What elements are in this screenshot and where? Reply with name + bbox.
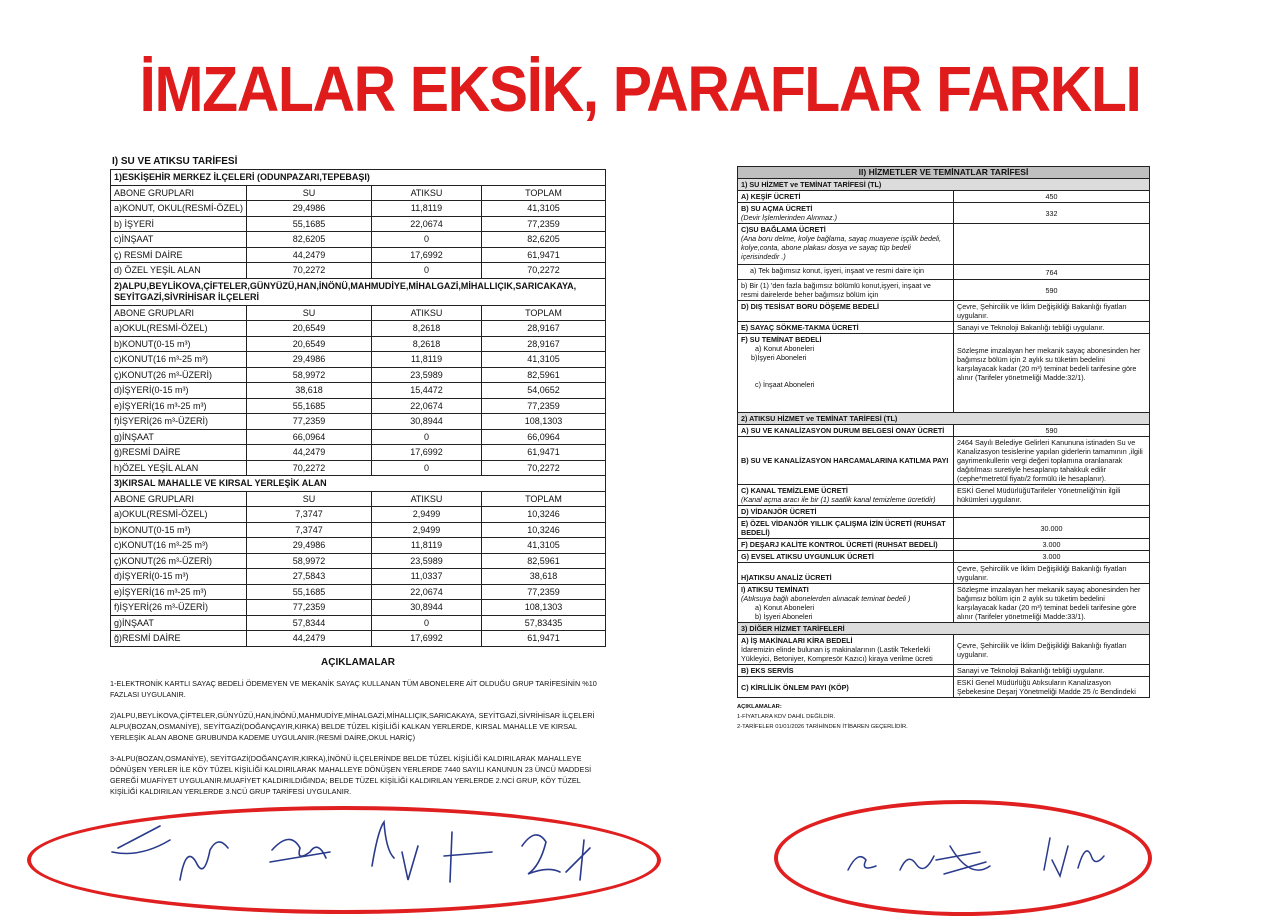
row-label: D) DIŞ TESİSAT BORU DÖŞEME BEDELİ: [738, 301, 954, 322]
tariff-value-cell: 70,2272: [482, 263, 606, 279]
tariff-value-cell: 77,2359: [482, 398, 606, 414]
row-value: 3.000: [954, 539, 1150, 551]
subscriber-group-cell: g)İNŞAAT: [111, 429, 247, 445]
tariff-value-cell: 82,6205: [247, 232, 372, 248]
row-value: Çevre, Şehircilik ve İklim Değişikliği Bakanlığı fiyatları uygulanır.: [954, 563, 1150, 584]
row-value: ESKİ Genel MüdürlüğüTarifeler Yönetmeliği'nin ilgili hükümleri uygulanır.: [954, 485, 1150, 506]
row-label: C)SU BAĞLAMA ÜCRETİ (Ana boru delme, kolye bağlama, sayaç muayene işçilik bedeli, kolye,conta, abone plakası dosya ve sayaç tüp bedeli içerisindedir .): [738, 224, 954, 265]
row-value: Sanayi ve Teknoloji Bakanlığı tebliği uygulanır.: [954, 322, 1150, 334]
tariff-value-cell: 41,3105: [482, 201, 606, 217]
note-2: 2)ALPU,BEYLİKOVA,ÇİFTELER,GÜNYÜZÜ,HAN,İNÖNÜ,MAHMUDİYE,MİHALGAZİ,MİHALLIÇIK,SARICAKAYA, SEYİTGAZİ,SİVRİHİSAR İLÇELERİ ALPU(BOZAN,OSMANİYE), SEYİTGAZİ(DOĞANÇAYIR,KIRKA) BELDE TÜZEL KİŞİLİĞİ KALKAN YERLERDE, KIRSAL MAHALLE VE KIRSAL YERLEŞİK ALAN ABONE GRUBUNDA KADEME UYGULANIR.(RESMİ DAİRE,OKUL HARİÇ): [110, 710, 595, 742]
tariff-value-cell: 10,3246: [482, 507, 606, 523]
document-title: I) SU VE ATIKSU TARİFESİ: [112, 156, 238, 167]
subscriber-group-cell: c)KONUT(16 m³-25 m³): [111, 352, 247, 368]
tariff-value-cell: 11,8119: [372, 352, 482, 368]
subscriber-group-cell: g)İNŞAAT: [111, 615, 247, 631]
tariff-value-cell: 0: [372, 615, 482, 631]
tariff-value-cell: 70,2272: [482, 460, 606, 476]
tariff-value-cell: 41,3105: [482, 538, 606, 554]
column-header: SU: [247, 305, 372, 321]
tariff-value-cell: 20,6549: [247, 336, 372, 352]
row-label: C) KANAL TEMİZLEME ÜCRETİ (Kanal açma aracı ile bir (1) saatlik kanal temizleme ücretidir): [738, 485, 954, 506]
subscriber-group-cell: d)İŞYERİ(0-15 m³): [111, 569, 247, 585]
tariff-value-cell: 8,2618: [372, 336, 482, 352]
row-value: Sözleşme imzalayan her mekanik sayaç abonesinden her bağımsız bölüm için 2 aylık su tüketim bedelini karşılayacak kadar (20 m³) teminat bedeli tarifesine göre alınır (Tarifeler yönetmeliği Madde:33/1).: [954, 584, 1150, 623]
tariff-value-cell: 82,5961: [482, 553, 606, 569]
row-label: b) Bir (1) 'den fazla bağımsız bölümlü konut,işyeri, inşaat ve resmi dairelerde beher bağımsız bölüm için: [738, 280, 954, 301]
tariff-value-cell: 11,8119: [372, 538, 482, 554]
tariff-value-cell: 82,6205: [482, 232, 606, 248]
row-label: B) EKS SERVİS: [738, 665, 954, 677]
tariff-value-cell: 30,8944: [372, 600, 482, 616]
subscriber-group-cell: e)İŞYERİ(16 m³-25 m³): [111, 398, 247, 414]
section-title: 2)ALPU,BEYLİKOVA,ÇİFTELER,GÜNYÜZÜ,HAN,İNÖNÜ,MAHMUDİYE,MİHALGAZİ,MİHALLIÇIK,SARICAKAYA, SEYİTGAZİ,SİVRİHİSAR İLÇELERİ: [111, 278, 606, 305]
subscriber-group-cell: ç)KONUT(26 m³-ÜZERİ): [111, 553, 247, 569]
column-header: ABONE GRUPLARI: [111, 491, 247, 507]
tariff-value-cell: 70,2272: [247, 263, 372, 279]
tariff-value-cell: 108,1303: [482, 600, 606, 616]
column-header: TOPLAM: [482, 305, 606, 321]
footnote-2: 2-TARİFELER 01/01/2026 TARİHİNDEN İTİBAREN GEÇERLİDİR.: [737, 724, 908, 730]
row-label: A) SU VE KANALİZASYON DURUM BELGESİ ONAY ÜCRETİ: [738, 425, 954, 437]
tariff-value-cell: 77,2359: [482, 584, 606, 600]
subscriber-group-cell: b)KONUT(0-15 m³): [111, 522, 247, 538]
column-header: ATIKSU: [372, 305, 482, 321]
headline: İMZALAR EKSİK, PARAFLAR FARKLI: [139, 53, 1141, 125]
column-header: ATIKSU: [372, 491, 482, 507]
tariff-value-cell: 66,0964: [482, 429, 606, 445]
tariff-value-cell: 61,9471: [482, 247, 606, 263]
row-label: F) DEŞARJ KALİTE KONTROL ÜCRETİ (RUHSAT BEDELİ): [738, 539, 954, 551]
row-value: 2464 Sayılı Belediye Gelirleri Kanununa istinaden Su ve Kanalizasyon tesislerine yapılan giderlerin tamamının ,ilgili gayrimenkullerin vergi değeri toplamına oranlanarak dağıtılması suretiyle hesaplanıp tahakkuk edilir (cephe*metretül fiyatı/2 formülü ile hesaplanır).: [954, 437, 1150, 485]
row-label: D) VİDANJÖR ÜCRETİ: [738, 506, 954, 518]
row-value: Sanayi ve Teknoloji Bakanlığı tebliği uygulanır.: [954, 665, 1150, 677]
tariff-value-cell: 57,8344: [247, 615, 372, 631]
section-title: 1)ESKİŞEHİR MERKEZ İLÇELERİ (ODUNPAZARI,TEPEBAŞI): [111, 170, 606, 186]
red-ellipse-left: [27, 806, 661, 914]
tariff-value-cell: 44,2479: [247, 247, 372, 263]
row-label: I) ATIKSU TEMİNATI (Atıksuya bağlı abonelerden alınacak teminat bedeli ) a) Konut Aboneleri b) İşyeri Aboneleri: [738, 584, 954, 623]
tariff-value-cell: 82,5961: [482, 367, 606, 383]
tariff-value-cell: 8,2618: [372, 321, 482, 337]
column-header: TOPLAM: [482, 491, 606, 507]
tariff-value-cell: 0: [372, 429, 482, 445]
section-other: 3) DİĞER HİZMET TARİFELERİ: [738, 623, 1150, 635]
row-label: E) ÖZEL VİDANJÖR YILLIK ÇALIŞMA İZİN ÜCRETİ (RUHSAT BEDELİ): [738, 518, 954, 539]
subscriber-group-cell: a)KONUT, OKUL(RESMİ-ÖZEL): [111, 201, 247, 217]
subscriber-group-cell: ğ)RESMİ DAİRE: [111, 445, 247, 461]
notes-title: AÇIKLAMALAR: [321, 656, 395, 668]
row-value: 590: [954, 425, 1150, 437]
subscriber-group-cell: ç) RESMİ DAİRE: [111, 247, 247, 263]
row-value: 764: [954, 265, 1150, 280]
tariff-value-cell: 7,3747: [247, 507, 372, 523]
tariff-value-cell: 55,1685: [247, 398, 372, 414]
tariff-value-cell: 28,9167: [482, 336, 606, 352]
subscriber-group-cell: b) İŞYERİ: [111, 216, 247, 232]
tariff-value-cell: 22,0674: [372, 398, 482, 414]
tariff-value-cell: 57,83435: [482, 615, 606, 631]
tariff-value-cell: 61,9471: [482, 631, 606, 647]
tariff-value-cell: 70,2272: [247, 460, 372, 476]
subscriber-group-cell: d) ÖZEL YEŞİL ALAN: [111, 263, 247, 279]
tariff-value-cell: 11,8119: [372, 201, 482, 217]
tariff-value-cell: 29,4986: [247, 352, 372, 368]
tariff-value-cell: 44,2479: [247, 631, 372, 647]
section-water: 1) SU HİZMET ve TEMİNAT TARİFESİ (TL): [738, 179, 1150, 191]
row-value: 590: [954, 280, 1150, 301]
footnotes-title: AÇIKLAMALAR:: [737, 704, 782, 710]
subscriber-group-cell: b)KONUT(0-15 m³): [111, 336, 247, 352]
tariff-value-cell: 17,6992: [372, 631, 482, 647]
subscriber-group-cell: a)OKUL(RESMİ-ÖZEL): [111, 507, 247, 523]
row-value: Sözleşme imzalayan her mekanik sayaç abonesinden her bağımsız bölüm için 2 aylık su tüketim bedelini karşılayacak kadar (20 m³) teminat bedeli tarifesine göre alınır (Tarifeler yönetmeliği Madde:32/1).: [954, 334, 1150, 413]
subscriber-group-cell: a)OKUL(RESMİ-ÖZEL): [111, 321, 247, 337]
tariff-value-cell: 77,2359: [247, 414, 372, 430]
tariff-value-cell: 55,1685: [247, 216, 372, 232]
subscriber-group-cell: ç)KONUT(26 m³-ÜZERİ): [111, 367, 247, 383]
footnote-1: 1-FİYATLARA KDV DAHİL DEĞİLDİR.: [737, 714, 836, 720]
subscriber-group-cell: e)İŞYERİ(16 m³-25 m³): [111, 584, 247, 600]
row-label: a) Tek bağımsız konut, işyeri, inşaat ve resmi daire için: [738, 265, 954, 280]
column-header: ABONE GRUPLARI: [111, 305, 247, 321]
column-header: SU: [247, 185, 372, 201]
tariff-value-cell: 77,2359: [482, 216, 606, 232]
tariff-value-cell: 0: [372, 460, 482, 476]
row-label: H)ATIKSU ANALİZ ÜCRETİ: [738, 563, 954, 584]
column-header: ATIKSU: [372, 185, 482, 201]
column-header: TOPLAM: [482, 185, 606, 201]
column-header: ABONE GRUPLARI: [111, 185, 247, 201]
row-label: A) İŞ MAKİNALARI KİRA BEDELİ İdaremizin elinde bulunan iş makinalarının (Lastik Tekerlekli Yükleyici, Betoniyer, Kompresör Kazıcı) kiraya verilme ücreti: [738, 635, 954, 665]
tariff-value-cell: 10,3246: [482, 522, 606, 538]
tariff-value-cell: 108,1303: [482, 414, 606, 430]
tariff-value-cell: 17,6992: [372, 445, 482, 461]
row-value: 450: [954, 191, 1150, 203]
note-1: 1-ELEKTRONİK KARTLI SAYAÇ BEDELİ ÖDEMEYEN VE MEKANİK SAYAÇ KULLANAN TÜM ABONELERE AİT OLDUĞU GRUP TARİFESİNİN %10 FAZLASI UYGULANIR.: [110, 678, 597, 699]
row-label: A) KEŞİF ÜCRETİ: [738, 191, 954, 203]
tariff-value-cell: 29,4986: [247, 201, 372, 217]
tariff-value-cell: 23,5989: [372, 367, 482, 383]
tariff-value-cell: 30,8944: [372, 414, 482, 430]
row-label: E) SAYAÇ SÖKME-TAKMA ÜCRETİ: [738, 322, 954, 334]
tariff-value-cell: 22,0674: [372, 584, 482, 600]
tariff-value-cell: 58,9972: [247, 367, 372, 383]
tariff-value-cell: 58,9972: [247, 553, 372, 569]
subscriber-group-cell: c)KONUT(16 m³-25 m³): [111, 538, 247, 554]
tariff-value-cell: 66,0964: [247, 429, 372, 445]
tariff-value-cell: 28,9167: [482, 321, 606, 337]
row-label: C) KİRLİLİK ÖNLEM PAYI (KÖP): [738, 677, 954, 698]
row-value: 332: [954, 203, 1150, 224]
tariff-value-cell: 22,0674: [372, 216, 482, 232]
tariff-value-cell: 15,4472: [372, 383, 482, 399]
tariff-value-cell: 7,3747: [247, 522, 372, 538]
section-title: 3)KIRSAL MAHALLE VE KIRSAL YERLEŞİK ALAN: [111, 476, 606, 492]
subscriber-group-cell: c)İNŞAAT: [111, 232, 247, 248]
row-label: B) SU AÇMA ÜCRETİ (Devir İşlemlerinden Alınmaz.): [738, 203, 954, 224]
tariff-value-cell: 38,618: [247, 383, 372, 399]
tariff-value-cell: 29,4986: [247, 538, 372, 554]
tariff-value-cell: 0: [372, 232, 482, 248]
tariff-value-cell: 2,9499: [372, 522, 482, 538]
tariff-value-cell: 44,2479: [247, 445, 372, 461]
tariff-value-cell: 61,9471: [482, 445, 606, 461]
note-3: 3-ALPU(BOZAN,OSMANİYE), SEYİTGAZİ(DOĞANÇAYIR,KIRKA),İNÖNÜ İLÇELERİNDE BELDE TÜZEL KİŞİLİĞİ KALDIRILARAK MAHALLEYE DÖNÜŞEN YERLER İLE KÖY TÜZEL KİŞİLİĞİ KALDIRILARAK MAHALLEYE DÖNÜŞEN YERLERDE 7440 SAYILI KANUNUN 23 ÜNCÜ MADDESİ GEREĞİ MUAFİYET UYGULANIR.MUAFİYET KALDIRILDIĞINDA; BELDE TÜZEL KİŞİLİĞİ KALDIRILAN YERLERDE 2.NCİ GRUP, KÖY TÜZEL KİŞİLİĞİ KALDIRILAN YERLERDE 3.NCÜ GRUP TARİFESİ UYGULANIR.: [110, 753, 592, 796]
tariff-value-cell: 23,5989: [372, 553, 482, 569]
tariff-value-cell: 77,2359: [247, 600, 372, 616]
row-value: ESKİ Genel Müdürlüğü Atıksuların Kanalizasyon Şebekesine Deşarj Yönetmeliği Madde 25 /c Bendindeki: [954, 677, 1150, 698]
subscriber-group-cell: f)İŞYERİ(26 m³-ÜZERİ): [111, 600, 247, 616]
tariff-value-cell: 11,0337: [372, 569, 482, 585]
row-value: Çevre, Şehircilik ve İklim Değişikliği Bakanlığı fiyatları uygulanır.: [954, 635, 1150, 665]
tariff-value-cell: 20,6549: [247, 321, 372, 337]
subscriber-group-cell: ğ)RESMİ DAİRE: [111, 631, 247, 647]
red-ellipse-right: [774, 800, 1152, 916]
row-value: Çevre, Şehircilik ve İklim Değişikliği Bakanlığı fiyatları uygulanır.: [954, 301, 1150, 322]
tariff-value-cell: 27,5843: [247, 569, 372, 585]
row-value: 30.000: [954, 518, 1150, 539]
tariff-value-cell: 55,1685: [247, 584, 372, 600]
section-wastewater: 2) ATIKSU HİZMET ve TEMİNAT TARİFESİ (TL): [738, 413, 1150, 425]
subscriber-group-cell: h)ÖZEL YEŞİL ALAN: [111, 460, 247, 476]
subscriber-group-cell: d)İŞYERİ(0-15 m³): [111, 383, 247, 399]
row-label: B) SU VE KANALİZASYON HARCAMALARINA KATILMA PAYI: [738, 437, 954, 485]
tariff-value-cell: 54,0652: [482, 383, 606, 399]
tariff-value-cell: 17,6992: [372, 247, 482, 263]
main-title: II) HİZMETLER VE TEMİNATLAR TARİFESİ: [738, 167, 1150, 179]
subscriber-group-cell: f)İŞYERİ(26 m³-ÜZERİ): [111, 414, 247, 430]
tariff-value-cell: 0: [372, 263, 482, 279]
row-label: G) EVSEL ATIKSU UYGUNLUK ÜCRETİ: [738, 551, 954, 563]
row-label: F) SU TEMİNAT BEDELİ a) Konut Aboneleri b)İşyeri Aboneleri c) İnşaat Aboneleri: [738, 334, 954, 413]
row-value: 3.000: [954, 551, 1150, 563]
tariff-value-cell: 2,9499: [372, 507, 482, 523]
column-header: SU: [247, 491, 372, 507]
tariff-value-cell: 41,3105: [482, 352, 606, 368]
tariff-value-cell: 38,618: [482, 569, 606, 585]
